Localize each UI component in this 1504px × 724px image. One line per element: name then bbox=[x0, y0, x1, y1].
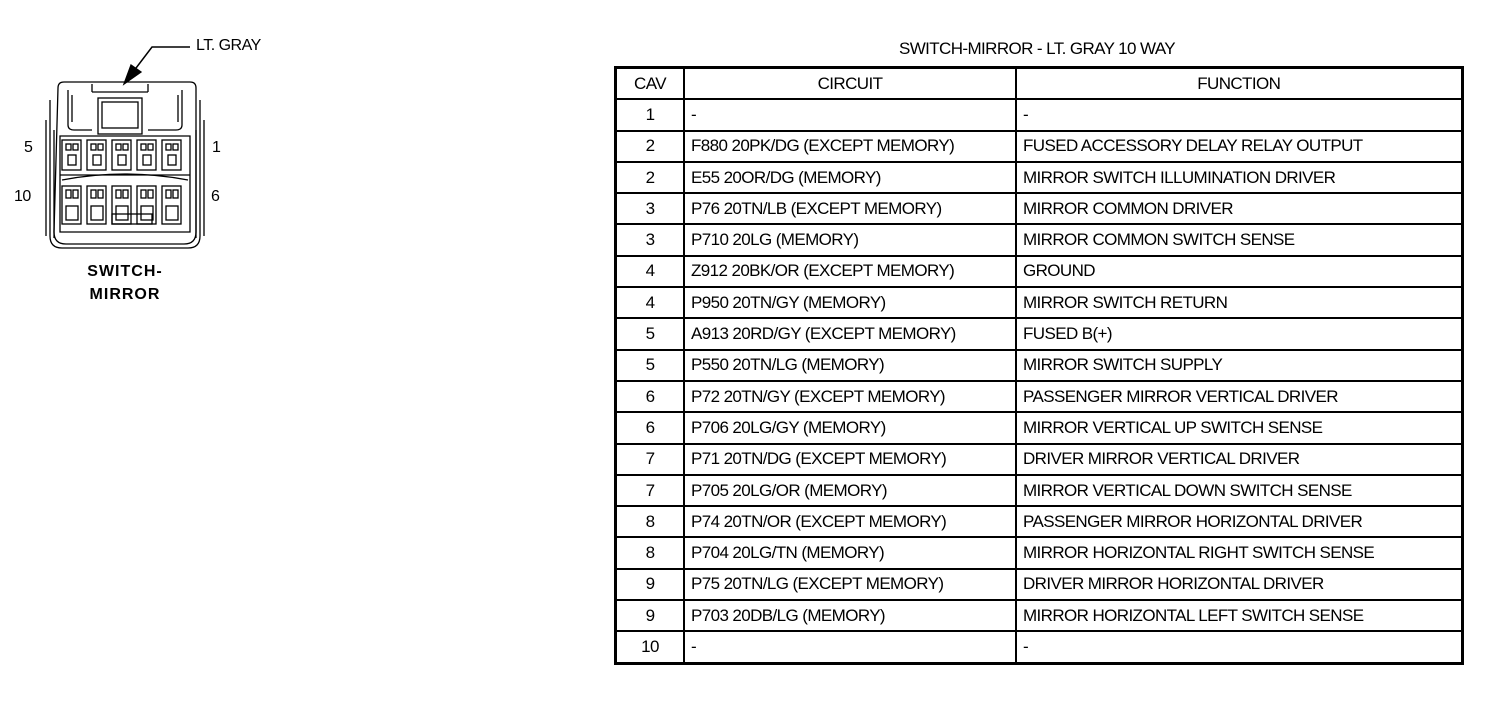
header-function: FUNCTION bbox=[1016, 68, 1462, 100]
table-row bbox=[616, 600, 1463, 631]
callout-arrow bbox=[124, 47, 190, 84]
cavities-bottom-row bbox=[62, 186, 181, 224]
table-row bbox=[616, 537, 1463, 568]
circuit-cell: P74 20TN/OR (EXCEPT MEMORY) bbox=[684, 506, 1016, 537]
function-cell: MIRROR HORIZONTAL RIGHT SWITCH SENSE bbox=[1016, 537, 1462, 568]
function-cell: MIRROR SWITCH ILLUMINATION DRIVER bbox=[1016, 162, 1462, 193]
cav-cell: 9 bbox=[616, 600, 685, 631]
table-row bbox=[616, 162, 1463, 193]
cav-cell: 5 bbox=[616, 350, 685, 381]
function-cell: - bbox=[1016, 99, 1462, 130]
table-row bbox=[616, 506, 1463, 537]
circuit-cell: P76 20TN/LB (EXCEPT MEMORY) bbox=[684, 193, 1016, 224]
pinout-table bbox=[614, 66, 1464, 665]
function-cell: MIRROR COMMON SWITCH SENSE bbox=[1016, 224, 1462, 255]
circuit-cell: A913 20RD/GY (EXCEPT MEMORY) bbox=[684, 318, 1016, 349]
function-cell: MIRROR HORIZONTAL LEFT SWITCH SENSE bbox=[1016, 600, 1462, 631]
table-row bbox=[616, 99, 1463, 130]
pin-label-6: 6 bbox=[211, 188, 220, 205]
function-cell: MIRROR COMMON DRIVER bbox=[1016, 193, 1462, 224]
cav-cell: 2 bbox=[616, 162, 685, 193]
cav-cell: 3 bbox=[616, 224, 685, 255]
connector-diagram bbox=[0, 0, 300, 320]
circuit-cell: P706 20LG/GY (MEMORY) bbox=[684, 412, 1016, 443]
circuit-cell: - bbox=[684, 99, 1016, 130]
function-cell: GROUND bbox=[1016, 256, 1462, 287]
circuit-cell: P950 20TN/GY (MEMORY) bbox=[684, 287, 1016, 318]
cav-cell: 5 bbox=[616, 318, 685, 349]
cav-cell: 10 bbox=[616, 631, 685, 663]
cav-cell: 6 bbox=[616, 381, 685, 412]
cav-cell: 4 bbox=[616, 256, 685, 287]
pin-label-1: 1 bbox=[212, 139, 221, 156]
function-cell: PASSENGER MIRROR HORIZONTAL DRIVER bbox=[1016, 506, 1462, 537]
caption-line-1: SWITCH- bbox=[87, 263, 163, 280]
cav-cell: 7 bbox=[616, 475, 685, 506]
connector-color-label: LT. GRAY bbox=[196, 37, 261, 54]
cav-cell: 4 bbox=[616, 287, 685, 318]
table-row bbox=[616, 475, 1463, 506]
table-row bbox=[616, 193, 1463, 224]
circuit-cell: F880 20PK/DG (EXCEPT MEMORY) bbox=[684, 131, 1016, 162]
table-row bbox=[616, 631, 1463, 663]
circuit-cell: Z912 20BK/OR (EXCEPT MEMORY) bbox=[684, 256, 1016, 287]
cav-cell: 1 bbox=[616, 99, 685, 130]
function-cell: - bbox=[1016, 631, 1462, 663]
header-cav: CAV bbox=[616, 68, 685, 100]
pin-label-10: 10 bbox=[14, 188, 31, 205]
table-title: SWITCH-MIRROR - LT. GRAY 10 WAY bbox=[898, 39, 1176, 58]
circuit-cell: P72 20TN/GY (EXCEPT MEMORY) bbox=[684, 381, 1016, 412]
function-cell: DRIVER MIRROR HORIZONTAL DRIVER bbox=[1016, 569, 1462, 600]
cav-cell: 6 bbox=[616, 412, 685, 443]
header-circuit: CIRCUIT bbox=[684, 68, 1016, 100]
circuit-cell: - bbox=[684, 631, 1016, 663]
table-row bbox=[616, 287, 1463, 318]
table-row bbox=[616, 318, 1463, 349]
function-cell: MIRROR SWITCH RETURN bbox=[1016, 287, 1462, 318]
cav-cell: 7 bbox=[616, 444, 685, 475]
connector-caption bbox=[70, 260, 180, 306]
cav-cell: 9 bbox=[616, 569, 685, 600]
function-cell: DRIVER MIRROR VERTICAL DRIVER bbox=[1016, 444, 1462, 475]
table-row bbox=[616, 350, 1463, 381]
cav-cell: 8 bbox=[616, 537, 685, 568]
cav-cell: 2 bbox=[616, 131, 685, 162]
table-header-row bbox=[616, 68, 1463, 100]
cavities-top-row bbox=[62, 140, 181, 170]
function-cell: FUSED ACCESSORY DELAY RELAY OUTPUT bbox=[1016, 131, 1462, 162]
function-cell: MIRROR SWITCH SUPPLY bbox=[1016, 350, 1462, 381]
function-cell: MIRROR VERTICAL UP SWITCH SENSE bbox=[1016, 412, 1462, 443]
pin-label-5: 5 bbox=[24, 139, 33, 156]
cav-cell: 8 bbox=[616, 506, 685, 537]
circuit-cell: E55 20OR/DG (MEMORY) bbox=[684, 162, 1016, 193]
table-row bbox=[616, 569, 1463, 600]
table-row bbox=[616, 381, 1463, 412]
function-cell: PASSENGER MIRROR VERTICAL DRIVER bbox=[1016, 381, 1462, 412]
circuit-cell: P704 20LG/TN (MEMORY) bbox=[684, 537, 1016, 568]
table-row bbox=[616, 444, 1463, 475]
circuit-cell: P710 20LG (MEMORY) bbox=[684, 224, 1016, 255]
table-row bbox=[616, 224, 1463, 255]
function-cell: MIRROR VERTICAL DOWN SWITCH SENSE bbox=[1016, 475, 1462, 506]
caption-line-2: MIRROR bbox=[89, 286, 161, 303]
cav-cell: 3 bbox=[616, 193, 685, 224]
table-row bbox=[616, 412, 1463, 443]
circuit-cell: P703 20DB/LG (MEMORY) bbox=[684, 600, 1016, 631]
circuit-cell: P71 20TN/DG (EXCEPT MEMORY) bbox=[684, 444, 1016, 475]
circuit-cell: P550 20TN/LG (MEMORY) bbox=[684, 350, 1016, 381]
circuit-cell: P705 20LG/OR (MEMORY) bbox=[684, 475, 1016, 506]
circuit-cell: P75 20TN/LG (EXCEPT MEMORY) bbox=[684, 569, 1016, 600]
function-cell: FUSED B(+) bbox=[1016, 318, 1462, 349]
table-row bbox=[616, 131, 1463, 162]
table-row bbox=[616, 256, 1463, 287]
